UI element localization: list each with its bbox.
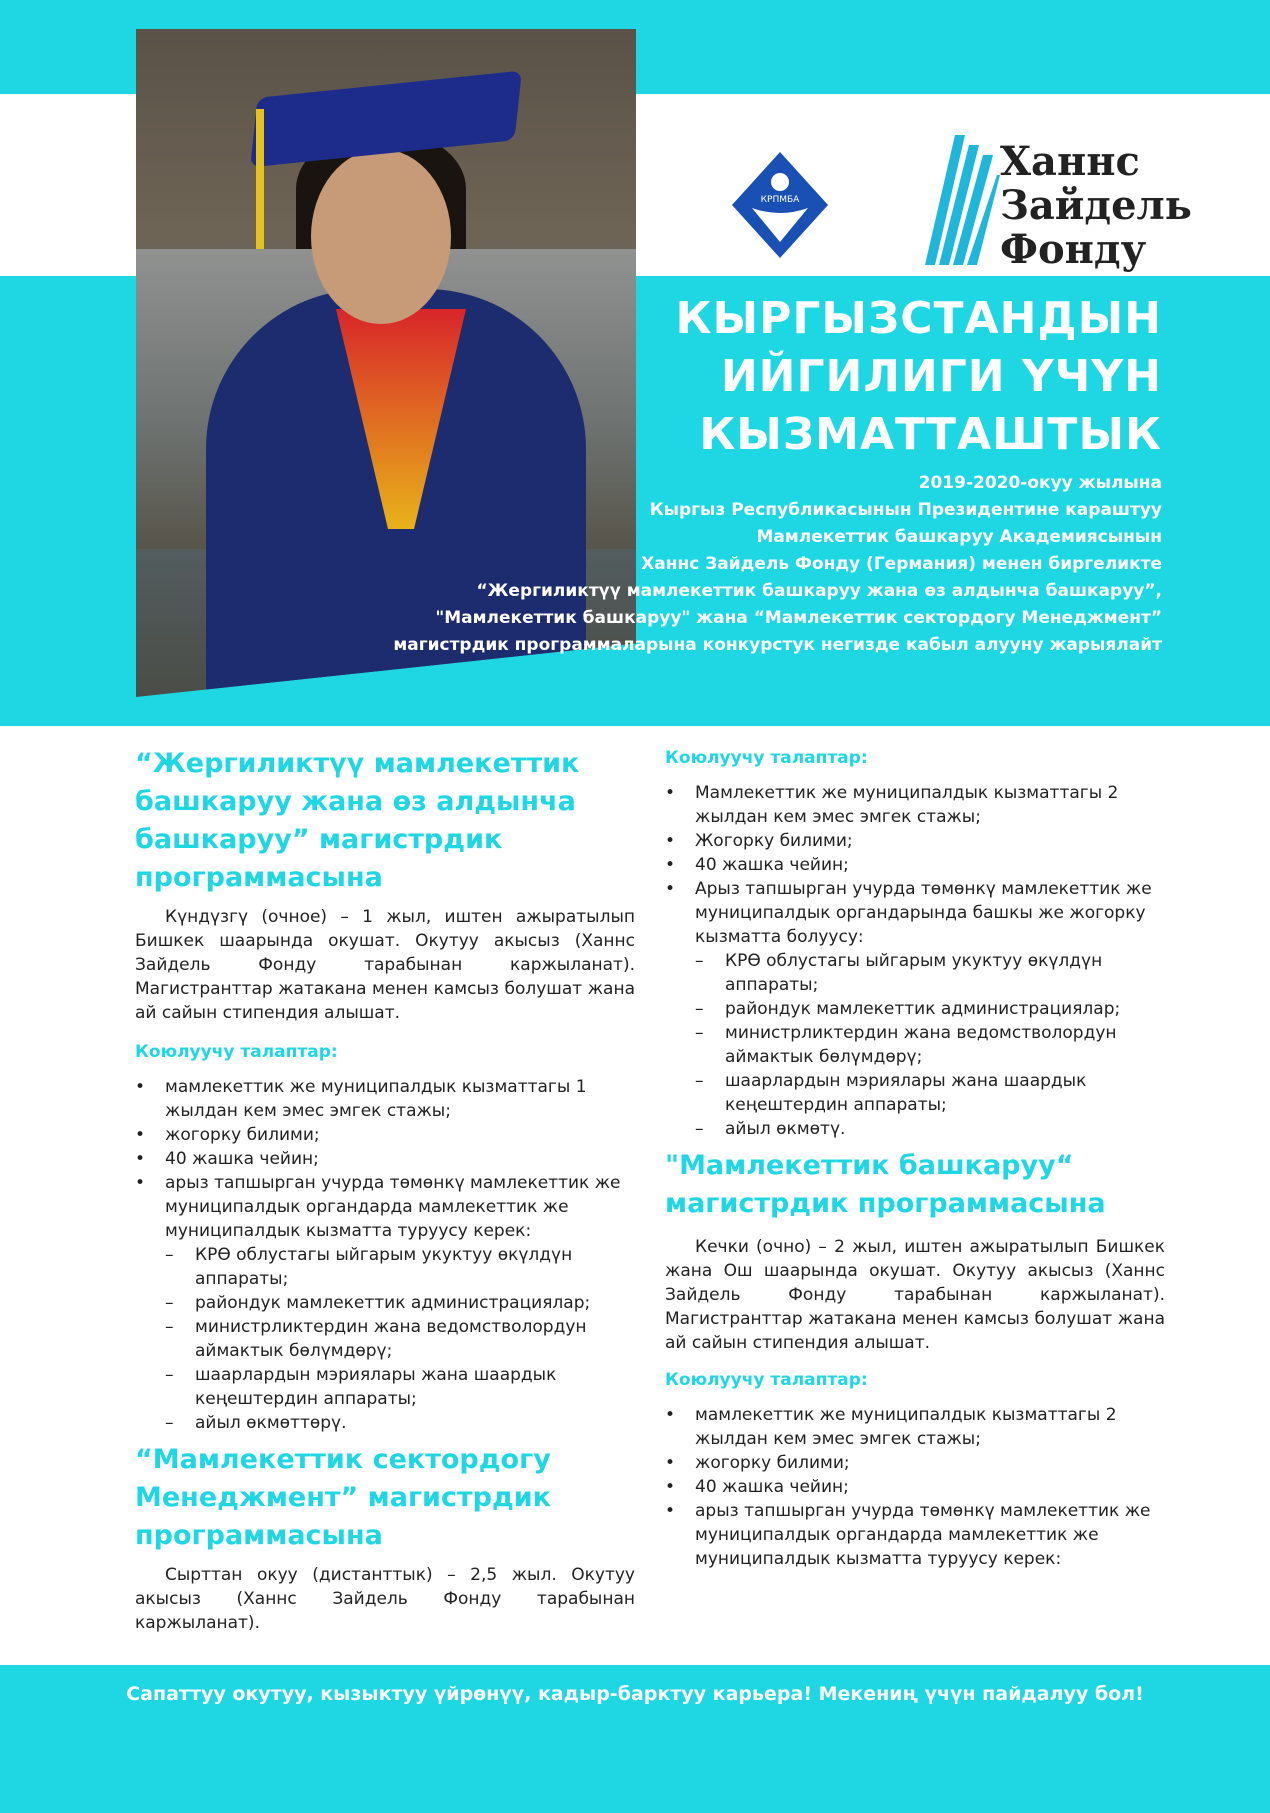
hero-title-line: КЫРГЫЗСТАНДЫН — [675, 293, 1162, 344]
wordmark-line: Ханнс — [1000, 138, 1140, 185]
hanns-seidel-wordmark — [1000, 140, 1192, 272]
list-item: • 40 жашка чейин; — [665, 1475, 1165, 1499]
list-item: • жогорку билими; — [665, 1451, 1165, 1475]
academy-logo — [730, 150, 830, 260]
right-column — [665, 745, 1165, 1571]
graduation-cap — [250, 71, 522, 168]
left-column — [135, 745, 635, 1635]
list-item: – шаарлардын мэриялары жана шаардык кеңештердин аппараты; — [135, 1363, 635, 1411]
hero-subtitle-line: "Мамлекеттик башкаруу" жана “Мамлекеттик сектордогу Менеджмент” — [435, 608, 1162, 628]
wordmark-line: Фонду — [1000, 226, 1147, 273]
hero-subtitle-line: Ханнс Зайдель Фонду (Германия) менен биргеликте — [641, 554, 1162, 574]
list-item: • Жогорку билими; — [665, 829, 1165, 853]
list-item: – айыл өкмөттөрү. — [135, 1411, 635, 1435]
list-item: – шаарлардын мэриялары жана шаардык кеңештердин аппараты; — [665, 1069, 1165, 1117]
hero-title-line: ИЙГИЛИГИ ҮЧҮН — [720, 351, 1162, 402]
list-item: • Мамлекеттик же муниципалдык кызматтагы 2 жылдан кем эмес эмгек стажы; — [665, 781, 1165, 829]
list-item: – айыл өкмөтү. — [665, 1117, 1165, 1141]
hero-subtitle-line: Кыргыз Республикасынын Президентине караштуу — [649, 500, 1162, 520]
hero-title — [676, 290, 1162, 464]
list-item: • 40 жашка чейин; — [665, 853, 1165, 877]
requirements-list — [135, 1075, 635, 1435]
program-title-public-administration: "Мамлекеттик башкаруу“ магистрдик программасына — [665, 1150, 1106, 1219]
program-title-public-sector-management: “Мамлекеттик сектордогу Менеджмент” магистрдик программасына — [135, 1444, 551, 1551]
list-item: • Арыз тапшырган учурда төмөнкү мамлекеттик же муниципалдык органдарында башкы же жогорку кызматта болуусу: — [665, 877, 1165, 949]
list-item: – КРӨ облустагы ыйгарым укуктуу өкүлдүн аппараты; — [665, 949, 1165, 997]
list-item: – министрликтердин жана ведомстволордун аймактык бөлүмдөрү; — [665, 1021, 1165, 1069]
list-item: • мамлекеттик же муниципалдык кызматтагы 2 жылдан кем эмес эмгек стажы; — [665, 1403, 1165, 1451]
list-item: – райондук мамлекеттик администрациялар; — [135, 1291, 635, 1315]
hero-subtitle — [393, 470, 1162, 659]
list-item: • жогорку билими; — [135, 1123, 635, 1147]
hero-subtitle-line: Мамлекеттик башкаруу Академиясынын — [756, 527, 1162, 547]
list-item: • арыз тапшырган учурда төмөнкү мамлекеттик же муниципалдык органдарда мамлекеттик же муниципалдык кызматта туруусу керек: — [665, 1499, 1165, 1571]
academy-logo-text: КРПМБА — [760, 195, 800, 205]
hero-subtitle-line: “Жергиликтүү мамлекеттик башкаруу жана өз алдынча башкаруу”, — [476, 581, 1162, 601]
program-title-local-governance: “Жергиликтүү мамлекеттик башкаруу жана өз алдынча башкаруу” магистрдик программасына — [135, 748, 580, 893]
wordmark-line: Зайдель — [1000, 182, 1192, 229]
program-description: Күндүзгү (очное) – 1 жыл, иштен ажыратылып Бишкек шаарында окушат. Окутуу акысыз (Ханнс Зайдель Фонду тарабынан каржыланат). Магистранттар жатакана менен камсыз болушат жана ай сайын стипендия алышат. — [135, 907, 635, 1023]
requirements-list — [665, 1403, 1165, 1571]
list-item: • 40 жашка чейин; — [135, 1147, 635, 1171]
list-item: – министрликтердин жана ведомстволордун аймактык бөлүмдөрү; — [135, 1315, 635, 1363]
requirements-heading: Коюлуучу талаптар: — [665, 748, 868, 768]
requirements-heading: Коюлуучу талаптар: — [665, 1370, 868, 1390]
list-item: • арыз тапшырган учурда төмөнкү мамлекеттик же муниципалдык органдарда мамлекеттик же муниципалдык кызматта туруусу керек: — [135, 1171, 635, 1243]
cap-tassel — [256, 109, 264, 249]
list-item: • мамлекеттик же муниципалдык кызматтагы 1 жылдан кем эмес эмгек стажы; — [135, 1075, 635, 1123]
hero-subtitle-line: 2019-2020-окуу жылына — [918, 473, 1162, 493]
list-item: – КРӨ облустагы ыйгарым укуктуу өкүлдүн аппараты; — [135, 1243, 635, 1291]
footer-slogan: Сапаттуу окутуу, кызыктуу үйрөнүү, кадыр-барктуу карьера! Мекениң үчүн пайдалуу бол! — [126, 1683, 1144, 1705]
program-description: Сырттан окуу (дистанттык) – 2,5 жыл. Окутуу акысыз (Ханнс Зайдель Фонду тарабынан каржыланат). — [135, 1565, 635, 1633]
hanns-seidel-logo — [925, 135, 1000, 265]
program-description: Кечки (очно) – 2 жыл, иштен ажыратылып Бишкек жана Ош шаарында окушат. Окутуу акысыз (Ханнс Зайдель Фонду тарабынан каржыланат). Магистранттар жатакана менен камсыз болушат жана ай сайын стипендия алышат. — [665, 1237, 1165, 1353]
hero-title-line: КЫЗМАТТАШТЫК — [699, 409, 1162, 460]
face — [311, 149, 451, 324]
requirements-list — [665, 781, 1165, 1141]
hero-subtitle-line: магистрдик программаларына конкурстук негизде кабыл алууну жарыялайт — [393, 635, 1162, 655]
requirements-heading: Коюлуучу талаптар: — [135, 1042, 338, 1062]
list-item: – райондук мамлекеттик администрациялар; — [665, 997, 1165, 1021]
